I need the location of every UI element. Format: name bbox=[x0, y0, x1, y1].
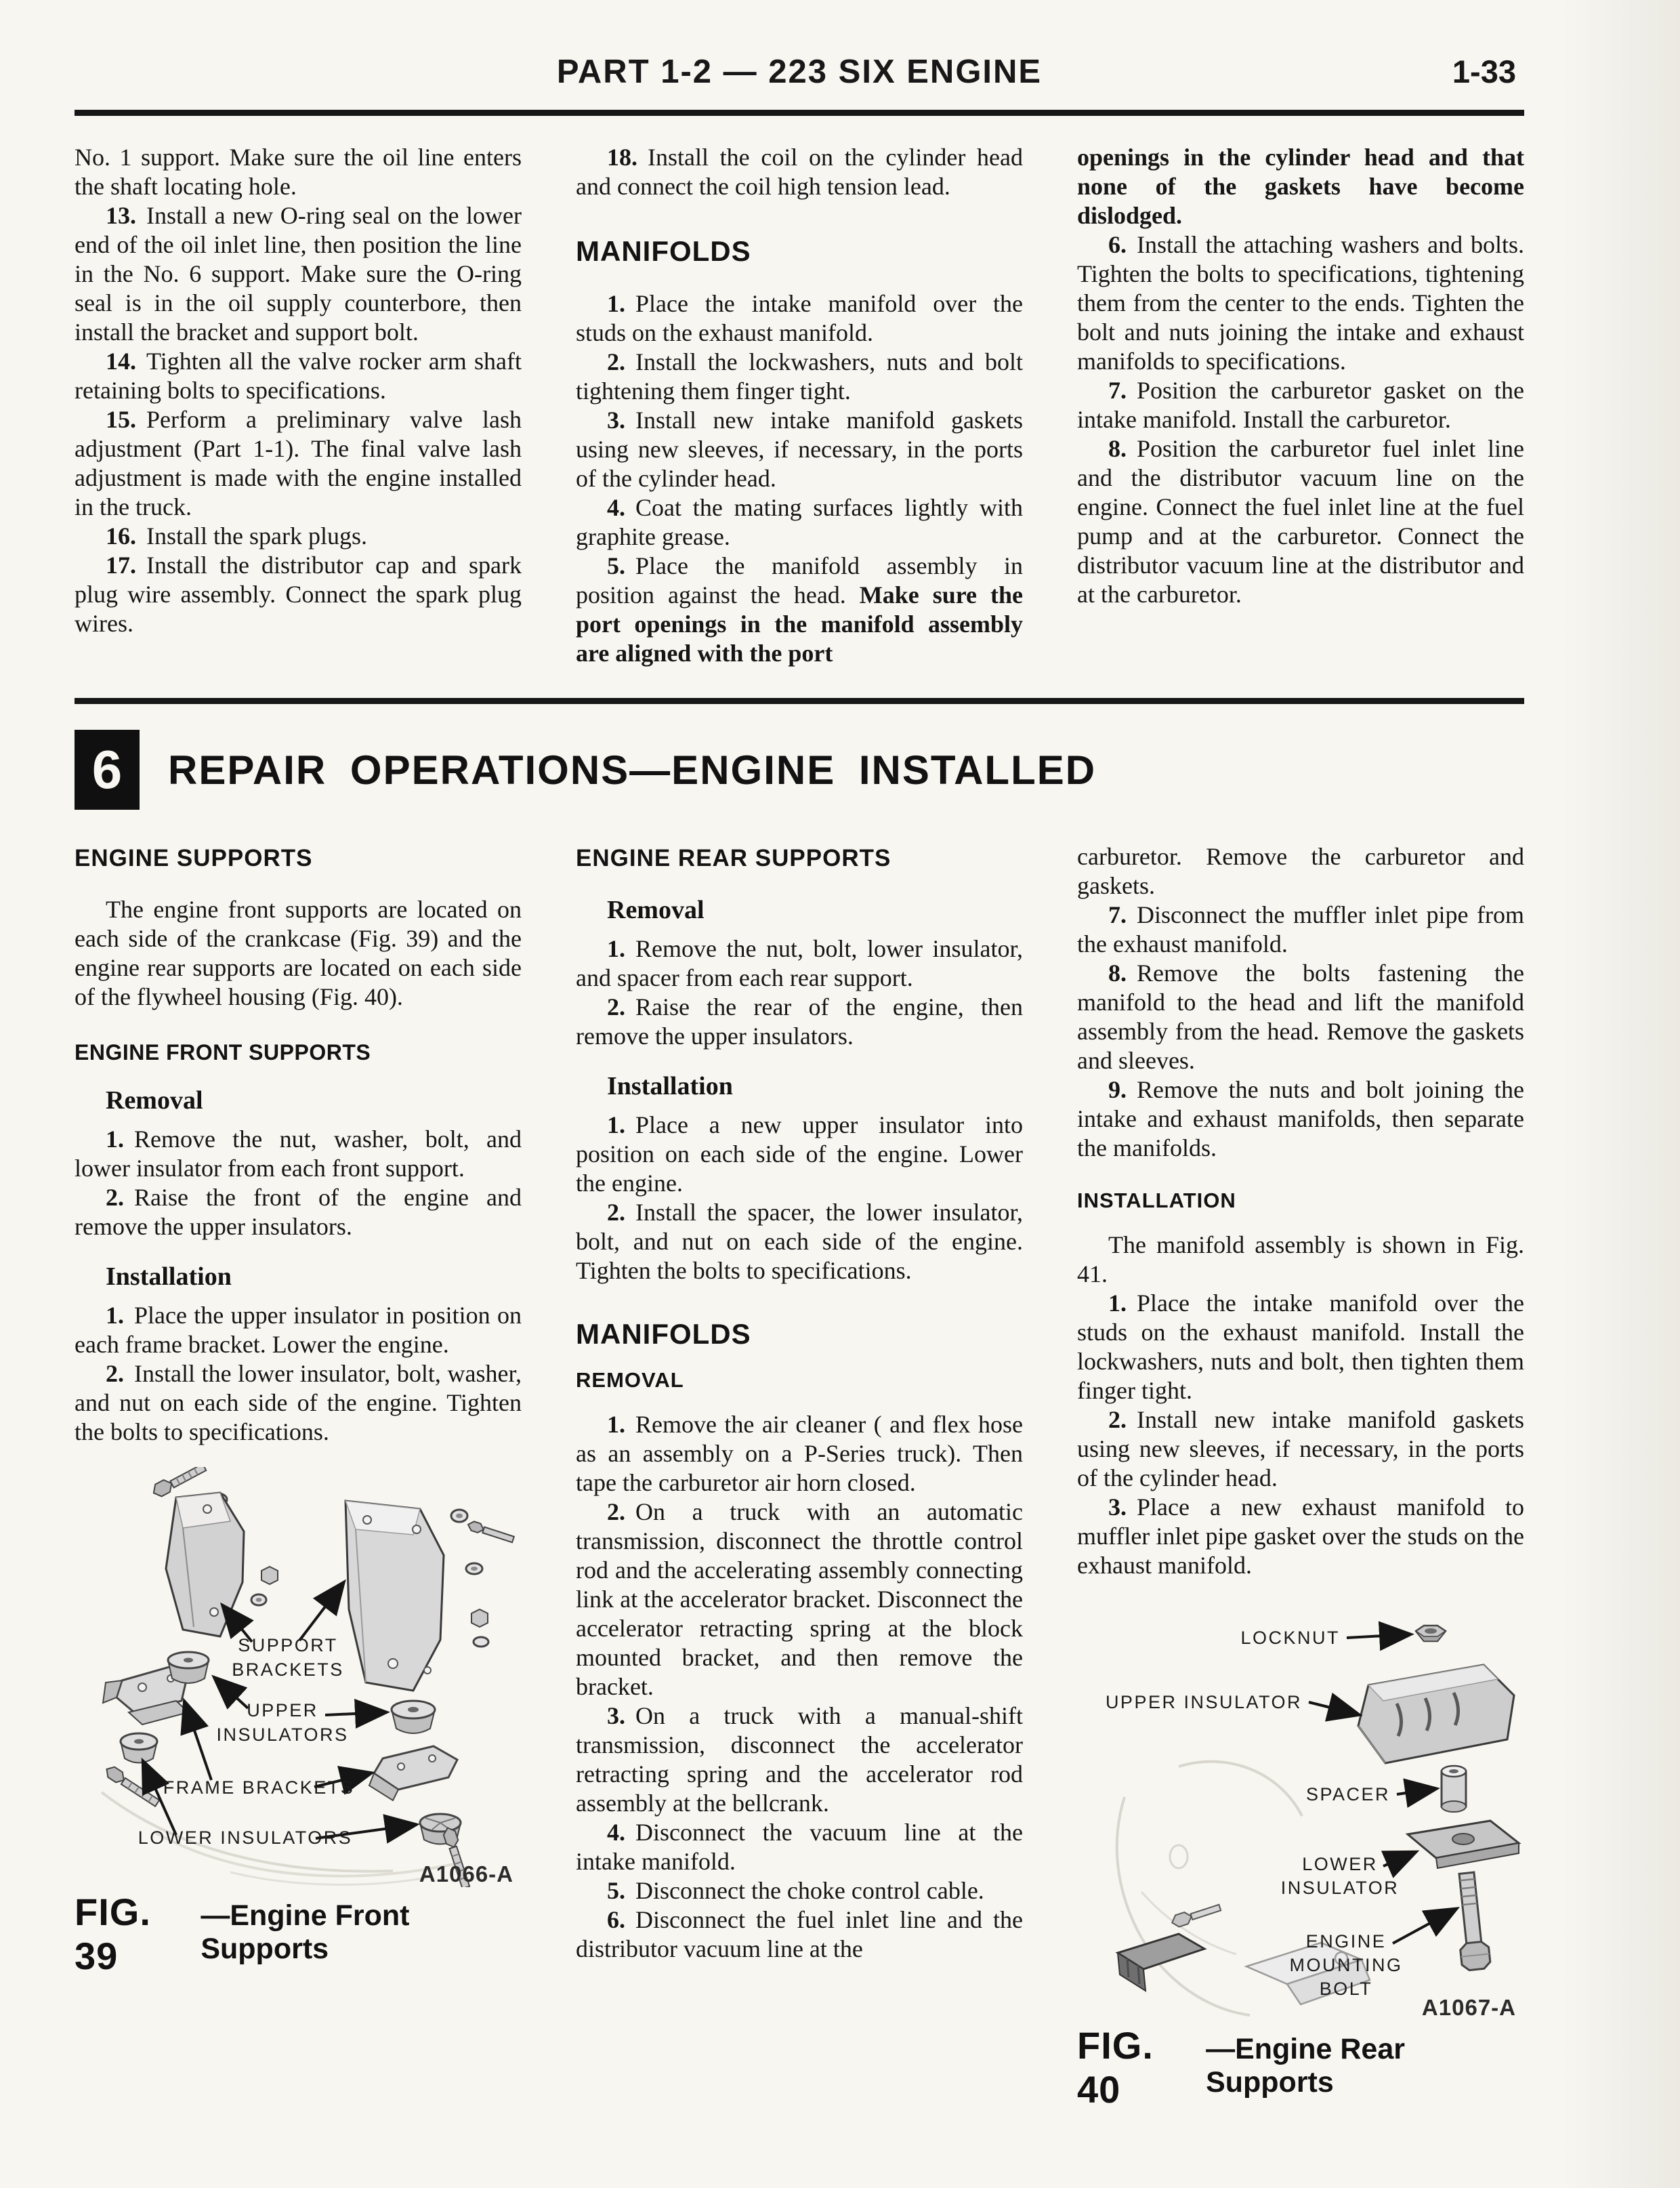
page-title: PART 1-2 — 223 SIX ENGINE bbox=[556, 54, 1043, 90]
figure-40-illustration bbox=[1077, 1601, 1524, 2021]
step-number: 2. bbox=[607, 1498, 625, 1525]
heading-engine-front-supports: ENGINE FRONT SUPPORTS bbox=[75, 1040, 371, 1065]
step-number: 8. bbox=[1108, 959, 1127, 987]
step-number: 3. bbox=[1108, 1493, 1127, 1521]
paragraph-step bbox=[1077, 376, 1524, 434]
step-number: 4. bbox=[607, 494, 625, 521]
step-text: Install new intake manifold gaskets using new sleeves, if necessary, in the ports of the cylinder head. bbox=[1077, 1406, 1524, 1491]
step-text: On a truck with an automatic transmission, disconnect the throttle control rod and the accelerating assembly connecting link at the accelerator bracket. Disconnect the accelerator retracting spring at the block mounted bracket, and then remove the bracket. bbox=[576, 1498, 1023, 1700]
upper-insulator-left bbox=[168, 1652, 209, 1683]
figure-label: INSULATOR bbox=[1280, 1878, 1400, 1898]
paragraph-step bbox=[75, 1125, 522, 1183]
figure-40-caption bbox=[1077, 2023, 1524, 2111]
step-text: Install the spark plugs. bbox=[146, 522, 367, 550]
locknut-part bbox=[1416, 1626, 1446, 1641]
paragraph-step bbox=[576, 552, 1023, 668]
subheading-removal: Removal bbox=[607, 896, 705, 924]
paragraph-step bbox=[75, 551, 522, 638]
step-text: Remove the bolts fastening the manifold to the head and lift the manifold assembly from the head. Remove the gaskets and sleeves. bbox=[1077, 959, 1524, 1074]
lower-column-1 bbox=[75, 842, 522, 1978]
lower-insulator-left bbox=[121, 1733, 157, 1763]
paragraph-step bbox=[576, 1111, 1023, 1198]
step-number: 1. bbox=[607, 1111, 625, 1138]
heading-engine-supports: ENGINE SUPPORTS bbox=[75, 845, 313, 871]
paragraph-step bbox=[1077, 1289, 1524, 1405]
step-number: 1. bbox=[106, 1126, 124, 1153]
figure-caption-title: —Engine Front Supports bbox=[201, 1899, 410, 1965]
figure-39 bbox=[75, 1467, 522, 1978]
step-number: 17. bbox=[106, 552, 136, 579]
figure-caption-number: FIG. 40 bbox=[1077, 2024, 1154, 2111]
page-header bbox=[75, 47, 1524, 100]
paragraph-step bbox=[576, 1410, 1023, 1498]
support-bracket-right bbox=[345, 1501, 444, 1691]
paragraph-step bbox=[75, 347, 522, 405]
figure-39-caption bbox=[75, 1890, 522, 1978]
paragraph-step bbox=[576, 143, 1023, 201]
step-text: Install the lockwashers, nuts and bolt tightening them finger tight. bbox=[576, 348, 1023, 405]
figure-caption-number: FIG. 39 bbox=[75, 1891, 151, 1977]
paragraph-step bbox=[576, 934, 1023, 993]
paragraph-step bbox=[576, 1198, 1023, 1285]
lower-column-3 bbox=[1077, 842, 1524, 2111]
hardware-right bbox=[451, 1510, 515, 1647]
step-text: Coat the mating surfaces lightly with graphite grease. bbox=[576, 494, 1023, 550]
paragraph-step bbox=[1077, 1075, 1524, 1163]
step-number: 6. bbox=[607, 1906, 625, 1933]
figure-label: BOLT bbox=[1319, 1979, 1373, 1999]
step-text: Place the manifold assembly in position against the head. bbox=[576, 552, 1023, 608]
step-number: 13. bbox=[106, 202, 136, 229]
lower-insulator-part bbox=[1408, 1821, 1519, 1868]
subheading-installation-caps: INSTALLATION bbox=[1077, 1189, 1236, 1212]
step-text: Place the intake manifold over the studs on the exhaust manifold. Install the lockwashers, nuts and bolt, then tighten them finger tight. bbox=[1077, 1289, 1524, 1404]
figure-code: A1067-A bbox=[1421, 1995, 1516, 2020]
figure-40 bbox=[1077, 1601, 1524, 2111]
top-column-2 bbox=[576, 143, 1023, 668]
step-text: Remove the nut, washer, bolt, and lower insulator from each front support. bbox=[75, 1126, 522, 1182]
upper-insulator-right bbox=[392, 1701, 435, 1733]
step-number: 2. bbox=[106, 1360, 124, 1387]
paragraph-step bbox=[75, 201, 522, 347]
figure-39-illustration bbox=[75, 1467, 522, 1887]
paragraph-step bbox=[576, 1876, 1023, 1905]
section-divider-rule bbox=[75, 698, 1524, 704]
step-text: Disconnect the choke control cable. bbox=[635, 1877, 984, 1904]
step-text: Install the attaching washers and bolts. Tighten the bolts to specifications, tightening them from the center to the ends. Tighten the bolt and nuts joining the intake and exhaust manifolds to specifications. bbox=[1077, 231, 1524, 375]
figure-label: MOUNTING bbox=[1289, 1955, 1403, 1975]
paragraph: The manifold assembly is shown in Fig. 41. bbox=[1077, 1231, 1524, 1287]
step-number: 14. bbox=[106, 348, 136, 375]
step-number: 1. bbox=[1108, 1289, 1127, 1317]
step-text: Place a new exhaust manifold to muffler inlet pipe gasket over the studs on the exhaust manifold. bbox=[1077, 1493, 1524, 1579]
paragraph-bold-continuation bbox=[1077, 143, 1524, 230]
top-column-3 bbox=[1077, 143, 1524, 609]
bold-text: openings in the cylinder head and that none of the gaskets have become dislodged. bbox=[1077, 144, 1524, 229]
step-text: Place the intake manifold over the studs on the exhaust manifold. bbox=[576, 290, 1023, 346]
top-section bbox=[75, 143, 1524, 668]
figure-label: FRAME BRACKETS bbox=[163, 1777, 355, 1798]
paragraph-step bbox=[1077, 901, 1524, 959]
step-text: Position the carburetor fuel inlet line and the distributor vacuum line on the engine. Connect the fuel inlet line at the fuel pump and at the carburetor. Connect the distributor vacuum line at the distributor and at the carburetor. bbox=[1077, 435, 1524, 608]
step-text: Position the carburetor gasket on the intake manifold. Install the carburetor. bbox=[1077, 377, 1524, 433]
step-text: Install a new O-ring seal on the lower end of the oil inlet line, then position the line in the No. 6 support. Make sure the O-ring seal is in the oil supply counterbore, then install the bracket and support bolt. bbox=[75, 202, 522, 346]
section-banner bbox=[75, 730, 1524, 810]
step-text-bold: Make sure the port openings in the manifold assembly are aligned with the port bbox=[576, 581, 1023, 667]
lower-column-2 bbox=[576, 842, 1023, 1964]
step-text: Place the upper insulator in position on each frame bracket. Lower the engine. bbox=[75, 1302, 522, 1358]
step-text: Install new intake manifold gaskets using new sleeves, if necessary, in the ports of the cylinder head. bbox=[576, 407, 1023, 492]
step-number: 6. bbox=[1108, 231, 1127, 258]
step-number: 1. bbox=[607, 935, 625, 962]
subheading-installation: Installation bbox=[607, 1072, 733, 1100]
paragraph: No. 1 support. Make sure the oil line enters the shaft locating hole. bbox=[75, 144, 522, 200]
step-text: Remove the nuts and bolt joining the intake and exhaust manifolds, then separate the manifolds. bbox=[1077, 1076, 1524, 1161]
step-number: 2. bbox=[607, 1199, 625, 1226]
paragraph-step bbox=[75, 1183, 522, 1241]
paragraph-step bbox=[75, 405, 522, 522]
step-number: 2. bbox=[607, 348, 625, 375]
step-text: Install the distributor cap and spark plug wire assembly. Connect the spark plug wires. bbox=[75, 552, 522, 637]
engine-mounting-bolt-part bbox=[1452, 1872, 1491, 1971]
figure-label: LOCKNUT bbox=[1240, 1628, 1340, 1648]
step-number: 7. bbox=[1108, 901, 1127, 928]
figure-label: SPACER bbox=[1305, 1784, 1390, 1804]
step-text: Raise the front of the engine and remove the upper insulators. bbox=[75, 1184, 522, 1240]
step-number: 18. bbox=[607, 144, 637, 171]
section-title: REPAIR OPERATIONS—ENGINE INSTALLED bbox=[168, 747, 1097, 793]
paragraph-step bbox=[1077, 959, 1524, 1075]
step-number: 2. bbox=[106, 1184, 124, 1211]
step-text: Install the spacer, the lower insulator, bolt, and nut on each side of the engine. Tighten the bolts to specifications. bbox=[576, 1199, 1023, 1284]
step-text: Remove the air cleaner ( and flex hose as an assembly on a P-Series truck). Then tape the carburetor air horn closed. bbox=[576, 1411, 1023, 1496]
step-number: 3. bbox=[607, 407, 625, 434]
step-number: 5. bbox=[607, 552, 625, 579]
step-text: Tighten all the valve rocker arm shaft retaining bolts to specifications. bbox=[75, 348, 522, 404]
paragraph-step bbox=[576, 348, 1023, 406]
paragraph-step bbox=[576, 1701, 1023, 1818]
paragraph-step bbox=[1077, 1493, 1524, 1580]
step-number: 8. bbox=[1108, 435, 1127, 462]
step-number: 1. bbox=[607, 290, 625, 317]
figure-label: BRACKETS bbox=[232, 1659, 344, 1680]
support-bracket-left bbox=[166, 1493, 244, 1636]
step-number: 16. bbox=[106, 522, 136, 550]
header-rule bbox=[75, 110, 1524, 116]
step-text: Install the coil on the cylinder head and connect the coil high tension lead. bbox=[576, 144, 1023, 200]
figure-label: ENGINE bbox=[1305, 1931, 1387, 1952]
step-number: 3. bbox=[607, 1702, 625, 1729]
paragraph-step bbox=[576, 1905, 1023, 1964]
paragraph-step bbox=[75, 522, 522, 551]
figure-label: UPPER INSULATOR bbox=[1105, 1692, 1302, 1712]
spacer-part bbox=[1442, 1766, 1466, 1812]
paragraph-step bbox=[576, 289, 1023, 348]
lower-section bbox=[75, 842, 1524, 2111]
figure-label: UPPER bbox=[247, 1700, 318, 1720]
figure-label: SUPPORT bbox=[238, 1635, 338, 1655]
paragraph-step bbox=[75, 1301, 522, 1359]
heading-manifolds: MANIFOLDS bbox=[576, 235, 751, 267]
frame-bracket-right bbox=[369, 1746, 457, 1800]
figure-label: LOWER INSULATORS bbox=[138, 1828, 353, 1848]
page-number: 1-33 bbox=[1452, 54, 1516, 89]
step-number: 4. bbox=[607, 1819, 625, 1846]
step-number: 1. bbox=[106, 1302, 124, 1329]
step-number: 7. bbox=[1108, 377, 1127, 404]
step-text: Perform a preliminary valve lash adjustment (Part 1-1). The final valve lash adjustment is made with the engine installed in the truck. bbox=[75, 406, 522, 520]
step-number: 9. bbox=[1108, 1076, 1127, 1103]
paragraph-step bbox=[576, 1498, 1023, 1701]
step-text: On a truck with a manual-shift transmission, disconnect the accelerator retracting spring and the accelerator rod assembly at the bellcrank. bbox=[576, 1702, 1023, 1817]
step-text: Place a new upper insulator into position on each side of the engine. Lower the engine. bbox=[576, 1111, 1023, 1197]
step-number: 15. bbox=[106, 406, 136, 433]
nut-icon bbox=[251, 1567, 278, 1605]
figure-code: A1066-A bbox=[419, 1861, 513, 1886]
paragraph-step bbox=[576, 406, 1023, 493]
step-number: 5. bbox=[607, 1877, 625, 1904]
step-text: Install the lower insulator, bolt, washer, and nut on each side of the engine. Tighten the bolts to specifications. bbox=[75, 1360, 522, 1445]
paragraph: The engine front supports are located on each side of the crankcase (Fig. 39) and the engine rear supports are located on each side of the flywheel housing (Fig. 40). bbox=[75, 896, 522, 1010]
paragraph-step bbox=[576, 1818, 1023, 1876]
figure-caption-title: —Engine Rear Supports bbox=[1206, 2033, 1405, 2099]
paragraph-step bbox=[576, 493, 1023, 552]
step-text: Disconnect the muffler inlet pipe from the exhaust manifold. bbox=[1077, 901, 1524, 957]
step-text: Remove the nut, bolt, lower insulator, and spacer from each rear support. bbox=[576, 935, 1023, 991]
subheading-installation: Installation bbox=[106, 1262, 232, 1291]
paragraph-step bbox=[576, 993, 1023, 1051]
step-text: Raise the rear of the engine, then remove the upper insulators. bbox=[576, 993, 1023, 1050]
paragraph: carburetor. Remove the carburetor and gaskets. bbox=[1077, 843, 1524, 899]
paragraph-step bbox=[1077, 434, 1524, 609]
figure-label: LOWER bbox=[1302, 1854, 1378, 1874]
step-text: Disconnect the vacuum line at the intake manifold. bbox=[576, 1819, 1023, 1875]
step-text: Disconnect the fuel inlet line and the distributor vacuum line at the bbox=[576, 1906, 1023, 1962]
paragraph-step bbox=[1077, 230, 1524, 376]
figure-label: INSULATORS bbox=[216, 1725, 349, 1745]
step-number: 2. bbox=[1108, 1406, 1127, 1433]
top-column-1 bbox=[75, 143, 522, 638]
step-number: 1. bbox=[607, 1411, 625, 1438]
heading-engine-rear-supports: ENGINE REAR SUPPORTS bbox=[576, 845, 891, 871]
section-number-box: 6 bbox=[75, 730, 140, 810]
heading-manifolds: MANIFOLDS bbox=[576, 1318, 751, 1350]
subheading-removal: Removal bbox=[106, 1086, 203, 1115]
upper-insulator-part bbox=[1358, 1665, 1514, 1763]
paragraph-step bbox=[1077, 1405, 1524, 1493]
subheading-removal-caps: REMOVAL bbox=[576, 1368, 684, 1392]
paragraph-step bbox=[75, 1359, 522, 1447]
step-number: 2. bbox=[607, 993, 625, 1020]
